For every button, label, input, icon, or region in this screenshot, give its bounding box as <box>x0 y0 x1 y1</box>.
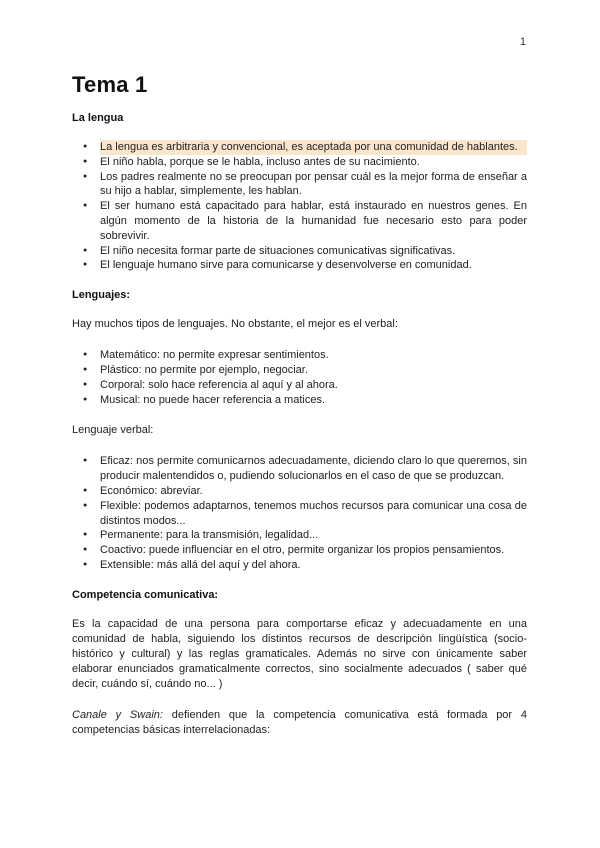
section-heading-la-lengua: La lengua <box>72 112 124 124</box>
list-item: ● El ser humano está capacitado para hablar, está instaurado en nuestros genes. En algún momento de la historia de la humanidad fue necesario esto para poder sobrevivir. <box>100 199 527 243</box>
list-item: ● La lengua es arbitraria y convencional, es aceptada por una comunidad de hablantes. <box>100 140 527 155</box>
list-item: ● Coactivo: puede influenciar en el otro, permite organizar los propios pensamientos. <box>100 543 527 558</box>
list-item: ● Los padres realmente no se preocupan por pensar cuál es la mejor forma de enseñar a su hijo a hablar, simplemente, les hablan. <box>100 170 527 200</box>
list-item: ● Musical: no puede hacer referencia a matices. <box>100 393 527 408</box>
lenguaje-verbal-intro: Lenguaje verbal: <box>72 424 154 437</box>
lenguajes-intro: Hay muchos tipos de lenguajes. No obstante, el mejor es el verbal: <box>72 318 398 331</box>
canale-swain-paragraph <box>72 708 527 738</box>
la-lengua-list <box>72 140 527 273</box>
lenguajes-list <box>72 348 527 407</box>
competencia-paragraph: Es la capacidad de una persona para comportarse eficaz y adecuadamente en una comunidad de habla, siguiendo los distintos recursos de descripción lingüística (socio-histórico y cultural) y las reglas gramaticales. Además no sirve con únicamente saber elaborar enunciados gramaticalmente correctos, sino socialmente adecuados ( saber qué decir, cuándo sí, cuándo no... ) <box>72 617 527 690</box>
list-item: ● Económico: abreviar. <box>100 484 527 499</box>
list-item: ● Matemático: no permite expresar sentimientos. <box>100 348 527 363</box>
document-body <box>72 72 527 754</box>
page-title: Tema 1 <box>72 72 148 97</box>
list-item: ● El lenguaje humano sirve para comunicarse y desenvolverse en comunidad. <box>100 258 527 273</box>
list-item: ● Permanente: para la transmisión, legalidad... <box>100 528 527 543</box>
list-item: ● El niño necesita formar parte de situaciones comunicativas significativas. <box>100 244 527 259</box>
authors-citation: Canale y Swain: <box>72 708 163 721</box>
authors-text: defienden que la competencia comunicativa está formada por 4 competencias básicas interrelacionadas: <box>72 708 527 736</box>
list-item: ● Corporal: solo hace referencia al aquí y al ahora. <box>100 378 527 393</box>
list-item: ● Flexible: podemos adaptarnos, tenemos muchos recursos para comunicar una cosa de distintos modos... <box>100 499 527 529</box>
page-number: 1 <box>519 36 526 48</box>
list-item: ● Extensible: más allá del aquí y del ahora. <box>100 558 527 573</box>
list-item: ● Eficaz: nos permite comunicarnos adecuadamente, diciendo claro lo que queremos, sin producir malentendidos o, pudiendo solucionarlos en el caso de que se produzcan. <box>100 454 527 484</box>
section-heading-competencia: Competencia comunicativa: <box>72 588 219 601</box>
list-item: ● Plástico: no permite por ejemplo, negociar. <box>100 363 527 378</box>
list-item: ● El niño habla, porque se le habla, incluso antes de su nacimiento. <box>100 155 527 170</box>
section-heading-lenguajes: Lenguajes: <box>72 289 131 302</box>
lenguaje-verbal-list <box>72 454 527 572</box>
